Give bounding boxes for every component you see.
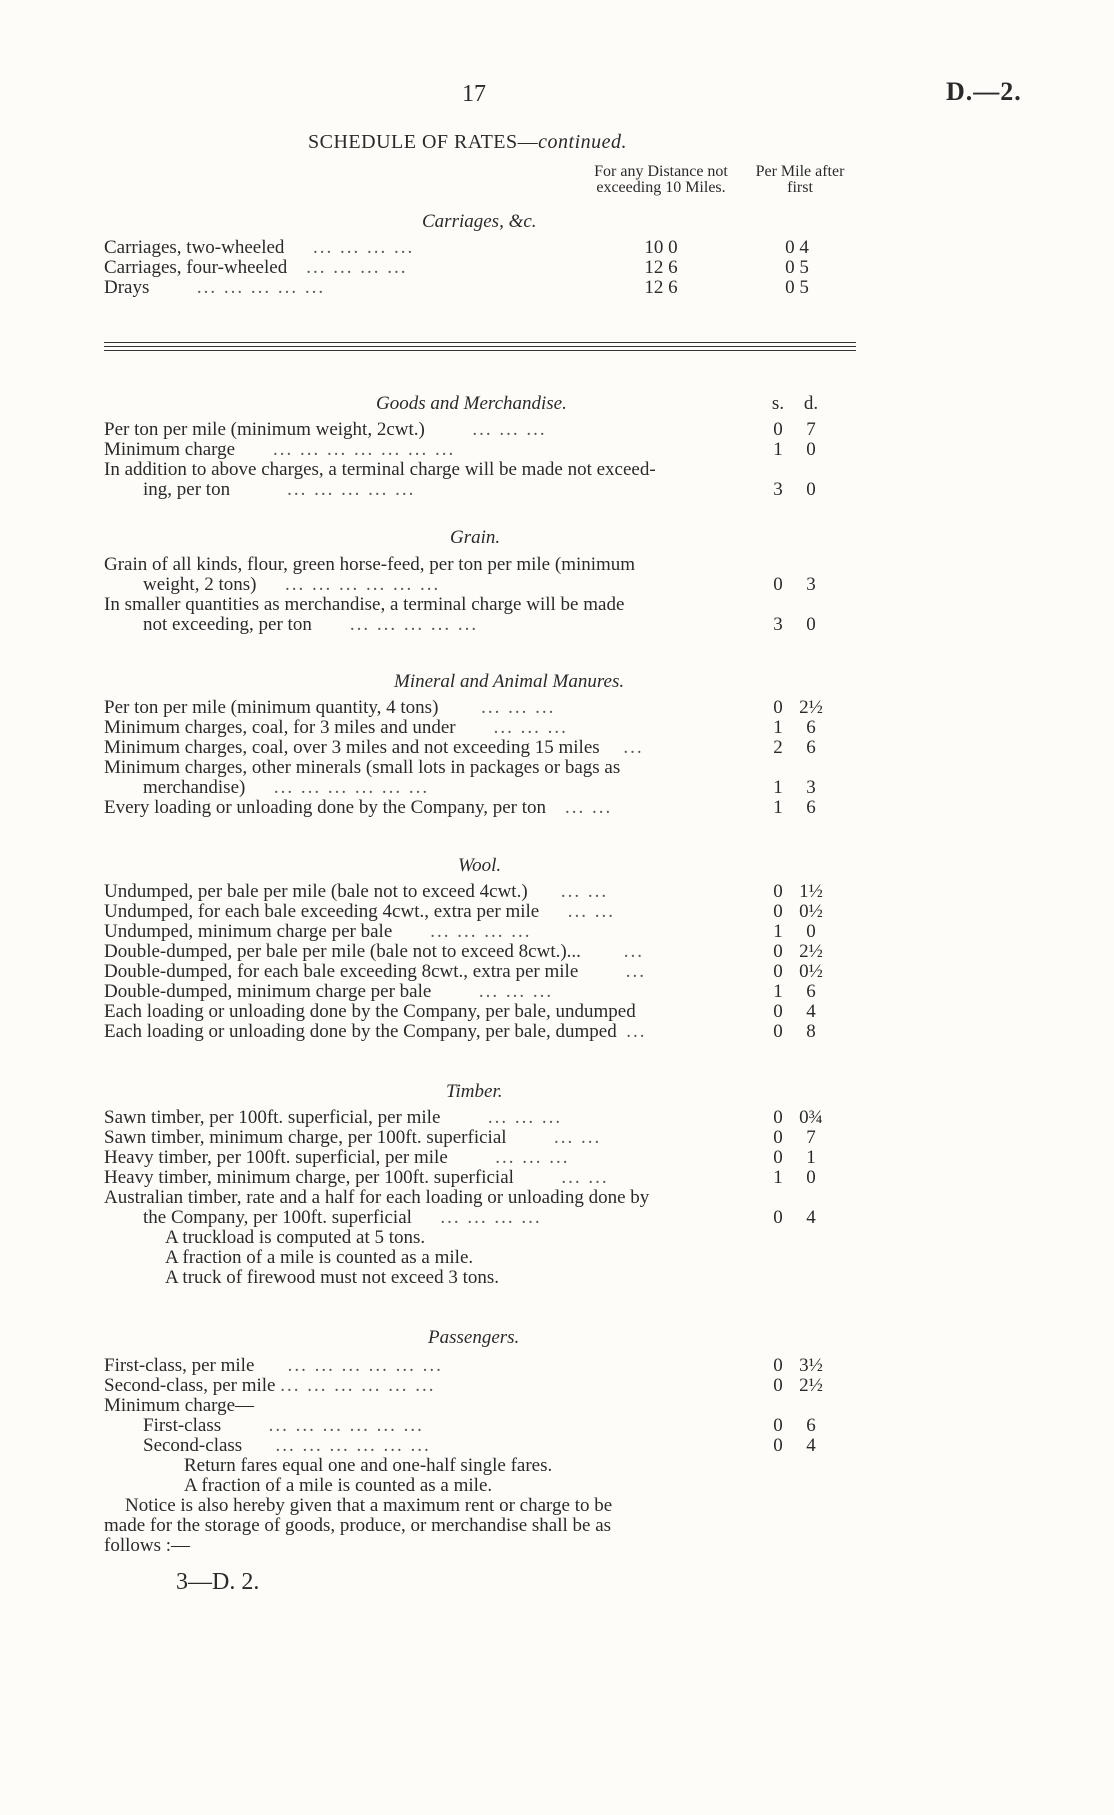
column-header-per-mile-after: Per Mile after first: [755, 163, 845, 196]
table-row: [143, 1208, 734, 1228]
rate-shillings: 2: [773, 737, 783, 758]
column-header-first-10-miles: For any Distance not exceeding 10 Miles.: [594, 163, 728, 196]
row-label: Every loading or unloading done by the Company, per ton: [104, 798, 547, 818]
table-row: [143, 480, 734, 500]
rate-shillings: 3: [773, 479, 783, 500]
row-label: Minimum charge—: [104, 1396, 255, 1416]
table-row: [104, 902, 734, 922]
row-label: Carriages, four-wheeled: [104, 258, 288, 278]
section-heading-grain: Grain.: [450, 527, 501, 548]
leader-dots: ...: [626, 1022, 647, 1042]
rate-pence: 0: [806, 614, 816, 635]
table-row: [104, 758, 734, 778]
section-heading-carriages: Carriages, &c.: [422, 211, 537, 232]
rate-shillings: 0: [773, 961, 783, 982]
table-row: [104, 882, 734, 902]
rate-pence: 3½: [799, 1355, 823, 1376]
rate-shillings: 1: [773, 921, 783, 942]
rate-pence: 1½: [799, 881, 823, 902]
row-label: Double-dumped, for each bale exceeding 8cwt., extra per mile: [104, 962, 579, 982]
rate-shillings: 0: [773, 1415, 783, 1436]
leader-dots: ...: [623, 738, 644, 758]
row-label: Heavy timber, per 100ft. superficial, per mile: [104, 1148, 448, 1168]
table-row: [104, 962, 734, 982]
table-row: [104, 1128, 734, 1148]
row-label: First-class, per mile: [104, 1356, 255, 1376]
leader-dots: ... ... ... ... ... ...: [287, 1356, 443, 1376]
table-row: [104, 738, 734, 758]
table-row: [104, 718, 734, 738]
row-label: Per ton per mile (minimum weight, 2cwt.): [104, 420, 425, 440]
divider-rule: [104, 342, 856, 343]
rate-per-mile-after: 0 5: [785, 277, 809, 298]
row-label: Each loading or unloading done by the Company, per bale, undumped: [104, 1002, 636, 1022]
rate-shillings: 1: [773, 981, 783, 1002]
table-row: [104, 1396, 734, 1416]
table-row: [143, 1436, 734, 1456]
table-row: [104, 460, 734, 480]
table-row: [104, 555, 734, 575]
rate-pence: 2½: [799, 697, 823, 718]
leader-dots: ... ... ... ... ... ...: [280, 1376, 436, 1396]
rate-pence: 6: [806, 717, 816, 738]
table-row: [104, 922, 734, 942]
table-row: [104, 1002, 734, 1022]
rate-shillings: 0: [773, 941, 783, 962]
leader-dots: ... ...: [554, 1128, 602, 1148]
rate-shillings: 0: [773, 1435, 783, 1456]
rate-shillings: 1: [773, 717, 783, 738]
row-label: Drays: [104, 278, 150, 298]
leader-dots: ... ... ... ...: [440, 1208, 542, 1228]
row-label: Sawn timber, minimum charge, per 100ft. superficial: [104, 1128, 507, 1148]
table-row: [104, 1188, 734, 1208]
divider-rule: [104, 350, 856, 351]
leader-dots: ...: [625, 962, 647, 982]
row-label: Heavy timber, minimum charge, per 100ft. superficial: [104, 1168, 514, 1188]
rate-shillings: 0: [773, 574, 783, 595]
section-heading-timber: Timber.: [446, 1081, 503, 1102]
rate-shillings: 0: [773, 881, 783, 902]
leader-dots: ... ... ... ...: [312, 238, 415, 258]
row-label: Carriages, two-wheeled: [104, 238, 285, 258]
rate-first-10-miles: 12 6: [644, 257, 678, 278]
row-label: Sawn timber, per 100ft. superficial, per mile: [104, 1108, 441, 1128]
row-label: Double-dumped, per bale per mile (bale not to exceed 8cwt.)...: [104, 942, 581, 962]
leader-dots: ... ... ...: [495, 1148, 570, 1168]
leader-dots: ... ... ... ... ... ...: [275, 1436, 431, 1456]
row-label: the Company, per 100ft. superficial: [143, 1208, 412, 1228]
table-row: [104, 440, 734, 460]
table-row: [143, 575, 734, 595]
rate-pence: 3: [806, 574, 816, 595]
rate-pence: 0: [806, 439, 816, 460]
row-label: First-class: [143, 1416, 222, 1436]
row-label: Second-class, per mile: [104, 1376, 276, 1396]
row-label: Minimum charge: [104, 440, 236, 460]
rate-pence: 0½: [799, 901, 823, 922]
notice-line: made for the storage of goods, produce, or merchandise shall be as: [104, 1515, 612, 1536]
rate-pence: 7: [806, 1127, 816, 1148]
row-label: In addition to above charges, a terminal charge will be made not exceed-: [104, 460, 656, 480]
row-label: Minimum charges, other minerals (small lots in packages or bags as: [104, 758, 621, 778]
table-row: [104, 1356, 734, 1376]
row-label: Australian timber, rate and a half for each loading or unloading done by: [104, 1188, 650, 1208]
section-heading-passengers: Passengers.: [428, 1327, 520, 1348]
row-label: Undumped, for each bale exceeding 4cwt., extra per mile: [104, 902, 540, 922]
table-row: [104, 420, 734, 440]
rate-pence: 6: [806, 737, 816, 758]
table-row: [104, 798, 734, 818]
table-row: [104, 258, 624, 278]
table-row: [104, 1376, 734, 1396]
table-row: [104, 1022, 734, 1042]
timber-note: A truck of firewood must not exceed 3 tons.: [165, 1267, 500, 1288]
section-heading-wool: Wool.: [458, 855, 502, 876]
row-label: Undumped, minimum charge per bale: [104, 922, 393, 942]
table-row: [104, 595, 734, 615]
row-label: Undumped, per bale per mile (bale not to exceed 4cwt.): [104, 882, 528, 902]
rate-shillings: 0: [773, 901, 783, 922]
table-row: [104, 942, 734, 962]
divider-rule: [104, 346, 856, 347]
table-row: [104, 1168, 734, 1188]
leader-dots: ... ... ... ... ...: [349, 615, 479, 635]
rate-pence: 2½: [799, 941, 823, 962]
passengers-note: Return fares equal one and one-half single fares.: [184, 1455, 553, 1476]
timber-note: A fraction of a mile is counted as a mile.: [165, 1247, 474, 1268]
rate-pence: 3: [806, 777, 816, 798]
section-heading-goods: Goods and Merchandise.: [376, 393, 567, 414]
table-row: [104, 278, 624, 298]
row-label: Minimum charges, coal, over 3 miles and not exceeding 15 miles: [104, 738, 600, 758]
leader-dots: ... ... ...: [481, 698, 556, 718]
rate-shillings: 1: [773, 439, 783, 460]
row-label: Second-class: [143, 1436, 243, 1456]
timber-note: A truckload is computed at 5 tons.: [165, 1227, 426, 1248]
table-row: [104, 698, 734, 718]
rate-shillings: 1: [773, 797, 783, 818]
row-label: merchandise): [143, 778, 246, 798]
table-row: [104, 238, 624, 258]
rate-pence: 6: [806, 797, 816, 818]
row-label: Grain of all kinds, flour, green horse-feed, per ton per mile (minimum: [104, 555, 636, 575]
page-number: 17: [462, 81, 486, 107]
row-label: In smaller quantities as merchandise, a terminal charge will be made: [104, 595, 625, 615]
table-row: [143, 1416, 734, 1436]
leader-dots: ... ... ...: [472, 420, 547, 440]
row-label: not exceeding, per ton: [143, 615, 312, 635]
schedule-title-main: SCHEDULE OF RATES—: [308, 131, 539, 153]
rate-pence: 2½: [799, 1375, 823, 1396]
leader-dots: ... ... ...: [487, 1108, 563, 1128]
rate-pence: 6: [806, 981, 816, 1002]
signature-mark: 3—D. 2.: [176, 1569, 260, 1595]
rate-shillings: 1: [773, 1167, 783, 1188]
rate-first-10-miles: 12 6: [644, 277, 678, 298]
document-reference: D.—2.: [946, 77, 1022, 106]
passengers-note: A fraction of a mile is counted as a mile.: [184, 1475, 493, 1496]
leader-dots: ... ... ... ... ... ...: [273, 778, 430, 798]
rate-pence: 4: [806, 1207, 816, 1228]
rate-shillings: 0: [773, 1001, 783, 1022]
leader-dots: ... ...: [567, 902, 615, 922]
rate-shillings: 0: [773, 1355, 783, 1376]
rate-first-10-miles: 10 0: [644, 237, 678, 258]
row-label: weight, 2 tons): [143, 575, 257, 595]
row-label: Per ton per mile (minimum quantity, 4 tons): [104, 698, 439, 718]
leader-dots: ... ...: [565, 798, 613, 818]
rate-per-mile-after: 0 4: [785, 237, 809, 258]
notice-line: follows :—: [104, 1535, 191, 1556]
row-label: Minimum charges, coal, for 3 miles and under: [104, 718, 456, 738]
leader-dots: ... ... ... ...: [430, 922, 532, 942]
leader-dots: ... ... ...: [493, 718, 568, 738]
row-label: Double-dumped, minimum charge per bale: [104, 982, 432, 1002]
rate-shillings: 0: [773, 1147, 783, 1168]
column-label-shillings: s.: [771, 393, 785, 414]
rate-shillings: 0: [773, 1127, 783, 1148]
leader-dots: ... ... ... ... ... ...: [284, 575, 441, 595]
leader-dots: ... ... ...: [478, 982, 554, 1002]
rate-pence: 7: [806, 419, 816, 440]
rate-shillings: 0: [773, 1107, 783, 1128]
row-label: ing, per ton: [143, 480, 231, 500]
rate-pence: 1: [806, 1147, 816, 1168]
notice-line: Notice is also hereby given that a maximum rent or charge to be: [125, 1495, 613, 1516]
table-row: [143, 778, 734, 798]
rate-pence: 0: [806, 921, 816, 942]
section-heading-manures: Mineral and Animal Manures.: [394, 671, 625, 692]
schedule-title-continued: continued.: [538, 131, 628, 153]
rate-pence: 0¾: [799, 1107, 823, 1128]
rate-shillings: 0: [773, 1207, 783, 1228]
rate-pence: 6: [806, 1415, 816, 1436]
leader-dots: ... ...: [560, 882, 609, 902]
rate-per-mile-after: 0 5: [785, 257, 809, 278]
leader-dots: ...: [623, 942, 644, 962]
rate-pence: 8: [806, 1021, 816, 1042]
leader-dots: ... ... ... ... ... ...: [268, 1416, 424, 1436]
rate-pence: 0: [806, 479, 816, 500]
table-row: [143, 615, 734, 635]
rate-shillings: 1: [773, 777, 783, 798]
table-row: [104, 1148, 734, 1168]
rate-pence: 0½: [799, 961, 823, 982]
rate-shillings: 0: [773, 419, 783, 440]
table-row: [104, 1108, 734, 1128]
column-label-pence: d.: [803, 393, 819, 414]
schedule-title: [308, 132, 627, 152]
row-label: Each loading or unloading done by the Company, per bale, dumped: [104, 1022, 617, 1042]
rate-pence: 4: [806, 1435, 816, 1456]
leader-dots: ... ... ... ... ...: [287, 480, 416, 500]
rate-shillings: 0: [773, 697, 783, 718]
leader-dots: ... ... ... ... ... ... ...: [273, 440, 456, 460]
leader-dots: ... ... ... ... ...: [196, 278, 326, 298]
rate-shillings: 3: [773, 614, 783, 635]
rate-shillings: 0: [773, 1375, 783, 1396]
rate-pence: 0: [806, 1167, 816, 1188]
rate-pence: 4: [806, 1001, 816, 1022]
table-row: [104, 982, 734, 1002]
rate-shillings: 0: [773, 1021, 783, 1042]
leader-dots: ... ...: [561, 1168, 609, 1188]
leader-dots: ... ... ... ...: [306, 258, 408, 278]
